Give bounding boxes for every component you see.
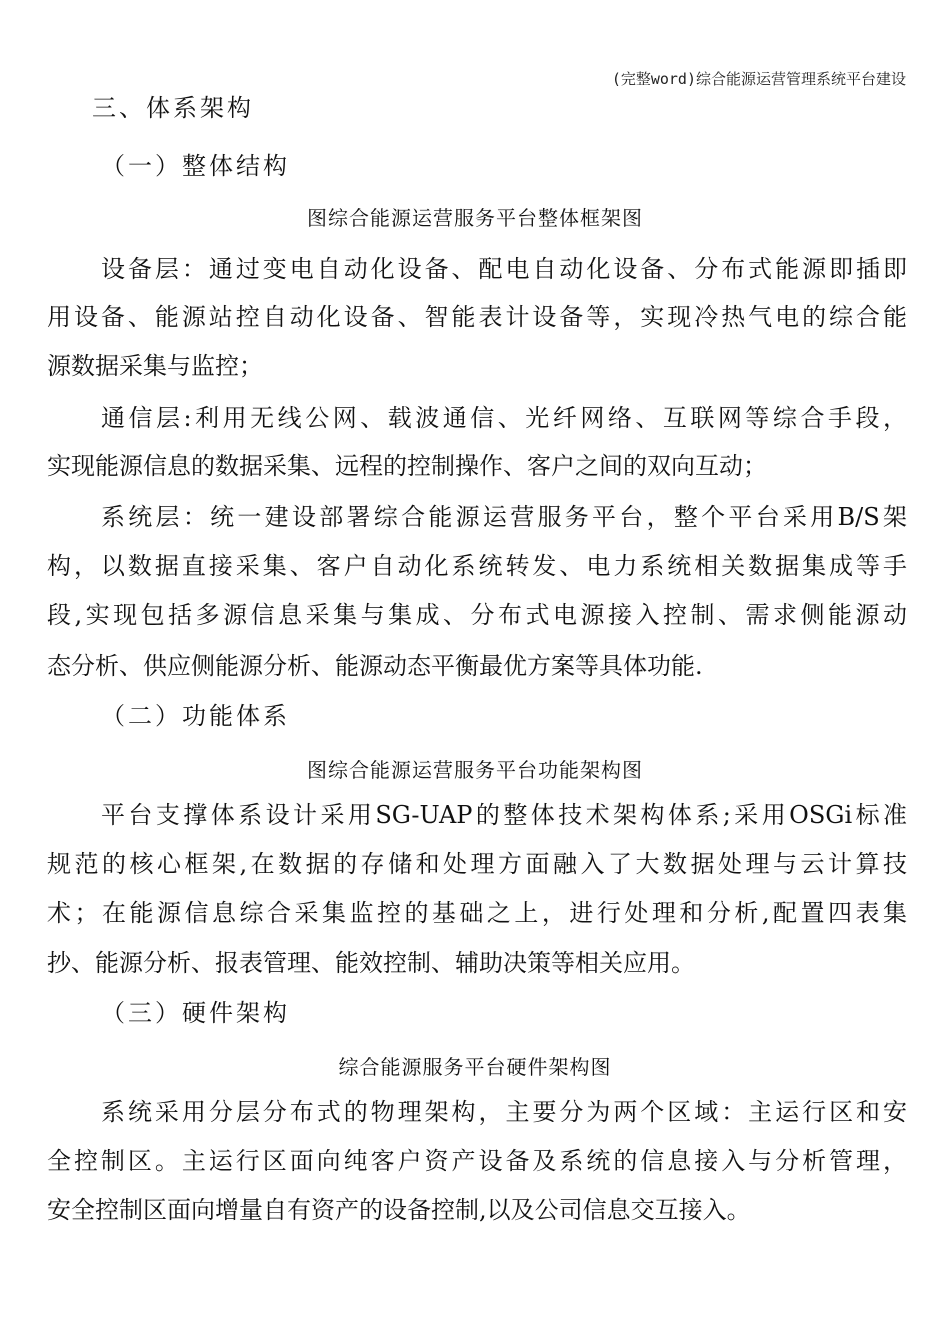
figure-caption-overall-framework: 图综合能源运营服务平台整体框架图 [307,206,643,230]
paragraph-support-system-line-3: 术；在能源信息综合采集监控的基础之上，进行处理和分析,配置四表集 [47,899,907,927]
subsection-title-hardware-architecture: （三）硬件架构 [101,999,290,1027]
figure-caption-function-architecture: 图综合能源运营服务平台功能架构图 [307,758,643,782]
subsection-title-function-system: （二）功能体系 [101,702,290,730]
paragraph-system-layer-line-1: 系统层：统一建设部署综合能源运营服务平台，整个平台采用B/S架 [101,503,907,531]
paragraph-system-layer-line-4: 态分析、供应侧能源分析、能源动态平衡最优方案等具体功能. [47,652,703,680]
paragraph-support-system-line-1: 平台支撑体系设计采用SG-UAP的整体技术架构体系;采用OSGi标准 [101,801,907,829]
paragraph-hardware-line-1: 系统采用分层分布式的物理架构，主要分为两个区域：主运行区和安 [101,1098,907,1126]
paragraph-comm-layer-line-2: 实现能源信息的数据采集、远程的控制操作、客户之间的双向互动； [47,452,767,480]
paragraph-system-layer-line-3: 段,实现包括多源信息采集与集成、分布式电源接入控制、需求侧能源动 [47,601,907,629]
paragraph-device-layer-line-3: 源数据采集与监控； [47,352,263,380]
paragraph-system-layer-line-2: 构，以数据直接采集、客户自动化系统转发、电力系统相关数据集成等手 [47,552,907,580]
paragraph-support-system-line-2: 规范的核心框架,在数据的存储和处理方面融入了大数据处理与云计算技 [47,850,907,878]
figure-caption-hardware-architecture: 综合能源服务平台硬件架构图 [338,1055,612,1079]
paragraph-device-layer-line-2: 用设备、能源站控自动化设备、智能表计设备等，实现冷热气电的综合能 [47,303,907,331]
paragraph-hardware-line-3: 安全控制区面向增量自有资产的设备控制,以及公司信息交互接入。 [47,1196,751,1224]
section-title: 三、体系架构 [92,94,254,122]
paragraph-hardware-line-2: 全控制区。主运行区面向纯客户资产设备及系统的信息接入与分析管理， [47,1147,907,1175]
paragraph-device-layer-line-1: 设备层：通过变电自动化设备、配电自动化设备、分布式能源即插即 [101,255,907,283]
paragraph-support-system-line-4: 抄、能源分析、报表管理、能效控制、辅助决策等相关应用。 [47,949,695,977]
paragraph-comm-layer-line-1: 通信层:利用无线公网、载波通信、光纤网络、互联网等综合手段， [101,404,907,432]
running-header: (完整word)综合能源运营管理系统平台建设 [611,70,906,88]
subsection-title-overall-structure: （一）整体结构 [101,152,290,180]
